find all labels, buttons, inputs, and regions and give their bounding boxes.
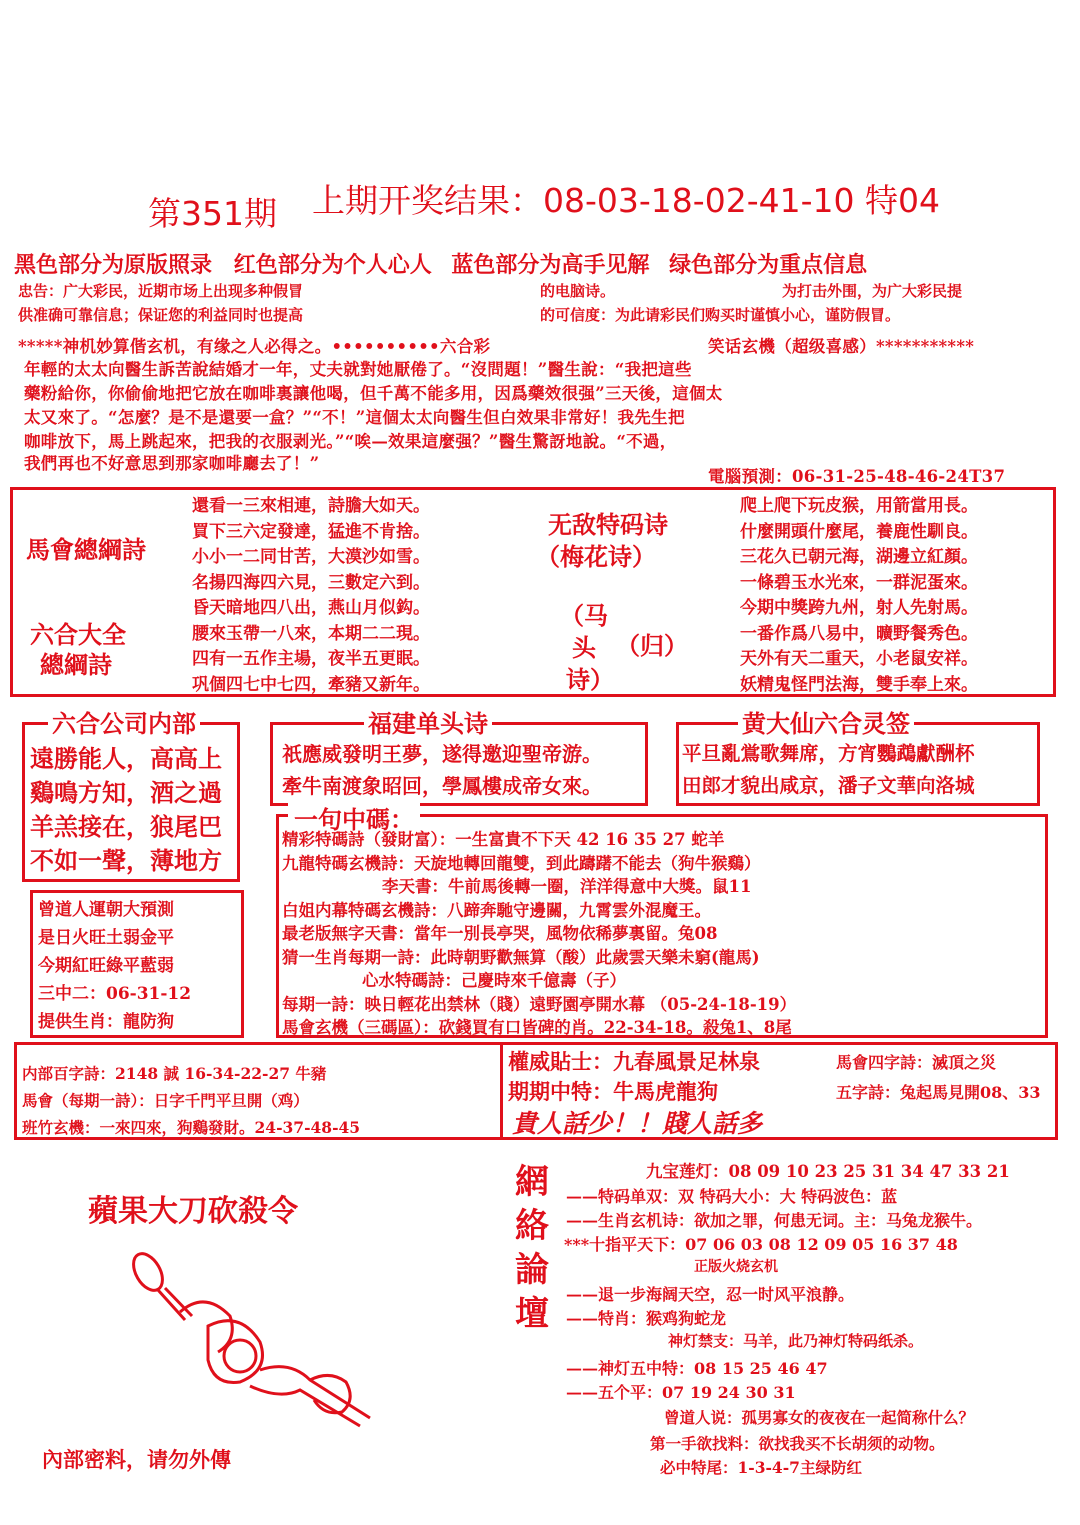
poem-title-1: 馬會總綱詩 [26, 535, 146, 564]
joke-line-5: 我們再也不好意思到那家咖啡廳去了！” [24, 454, 320, 473]
issue-number: 第351期 [148, 194, 277, 233]
bottom-left-line: 馬會（每期一詩）：日字千門平旦開（鸡） [22, 1091, 309, 1110]
apple-footer: 內部密料，请勿外傳 [42, 1447, 231, 1472]
forum-line-4: ***十指平天下：07 06 03 08 12 09 05 16 37 48 [564, 1235, 958, 1254]
notice-line2a: 供准确可靠信息；保证您的利益同时也提高 [18, 306, 304, 324]
legend-red: 红色部分为个人心人 [233, 253, 432, 278]
insider-line: 鷄鳴方知，酒之過 [30, 778, 222, 807]
huang-line: 田郎才貌出咸京，潘子文華向洛城 [682, 774, 975, 797]
huang-lines [682, 738, 975, 802]
mid-note-4: 诗） [566, 665, 614, 694]
joke-line-2: 藥粉給你，你偷偷地把它放在咖啡裏讓他喝，但千萬不能多用，因爲藥效很强”三天後，這個太 [24, 384, 723, 403]
poem-right-line: 爬上爬下玩皮猴，用箭當用長。 [740, 496, 978, 516]
poem-left-line: 腰來玉帶一八來，本期二二現。 [192, 623, 430, 644]
yiju-line: 白姐内幕特碼玄機詩：八蹄奔馳守邊關，九霄雲外混魔王。 [282, 900, 711, 920]
poem-right-line: 一番作爲八易中，曠野餐秀色。 [740, 623, 978, 644]
fujian-lines [282, 738, 602, 802]
mid-note-2: 头 [572, 633, 596, 662]
legend-blue: 蓝色部分为高手见解 [451, 253, 650, 278]
forum-line-1: 九宝莲灯：08 09 10 23 25 31 34 47 33 21 [646, 1162, 1010, 1181]
daoren-title: 曾道人運朝大預測 [38, 900, 174, 920]
huang-line: 平旦亂鴬歌舞席，方宵鸚鵡獻酬杯 [682, 742, 975, 765]
forum-line-11: 曾道人说：孤男寡女的夜夜在一起简称什么？ [664, 1408, 975, 1427]
forum-line-10: ——五个平：07 19 24 30 31 [566, 1383, 796, 1402]
forum-line-13: 必中特尾：1-3-4-7主绿防红 [660, 1458, 862, 1477]
poem-title-2a: 六合大全 [30, 620, 126, 649]
insider-lines [30, 742, 222, 878]
poem-left-line: 巩個四七中七四，牽豬又新年。 [192, 674, 430, 695]
forum-title-char: 絡 [515, 1206, 549, 1246]
yiju-line: 猜一生肖每期一詩：此時朝野歡無算（酸）此歲雲天樂未窮(龍馬) [282, 947, 760, 967]
yiju-line: 心水特碼詩：己慶時來千億壽（子） [362, 971, 626, 990]
yiju-line: 九龍特碼玄機詩：天旋地轉回龍雙，到此躊躇不能去（狗牛猴鷄） [282, 853, 761, 873]
mid-note-3: （归） [616, 631, 688, 660]
fujian-title: 福建单头诗 [364, 704, 492, 739]
mid-title-2: （梅花诗） [536, 542, 656, 571]
forum-title-char: 論 [515, 1250, 549, 1290]
daoren-line: 三中二：06-31-12 [38, 984, 192, 1004]
mid-title-1: 无敌特码诗 [548, 510, 668, 539]
poem-left-line: 買下三六定發達，猛進不肯捨。 [192, 521, 430, 542]
fujian-line: 祇應威發明王夢，遂得邀迎聖帝游。 [282, 742, 602, 766]
yiju-line: 最老版無字天書：當年一別長亭哭，風物依稀夢裏留。兔08 [282, 924, 718, 943]
daoren-content [38, 896, 191, 1036]
forum-vertical-title [510, 1160, 554, 1336]
joke-line-3: 太又來了。“怎麼？是不是還要一盒？”“不！”這個太太向醫生但白效果非常好！我先生把 [24, 408, 685, 427]
four-char-poem: 馬會四字詩：滅頂之災 [836, 1053, 997, 1072]
poem-right-line: 妖精鬼怪門法海，雙手奉上來。 [740, 674, 978, 695]
huang-title: 黄大仙六合灵签 [738, 704, 914, 739]
authority-tip: 權威貼士：九春風景足林泉 [508, 1049, 760, 1074]
forum-line-7: ——特肖：猴鸡狗蛇龙 [566, 1309, 727, 1328]
joke-title: 笑话玄機（超级喜感）*********** [708, 337, 975, 356]
forum-title-char: 網 [515, 1162, 549, 1202]
legend-black: 黑色部分为原版照录 [14, 253, 213, 278]
apple-title: 蘋果大刀砍殺令 [88, 1194, 298, 1229]
fujian-line: 牽牛南渡象昭回，學鳳樓成帝女來。 [282, 774, 602, 798]
poem-right-line: 三花久已朝元海，湖邊立紅顏。 [740, 547, 978, 567]
insider-line: 羊羔接在，狼尾巴 [30, 812, 222, 841]
insider-title: 六合公司内部 [48, 704, 200, 739]
computer-forecast: 電腦預測：06-31-25-48-46-24T37 [708, 467, 1006, 486]
bottom-left-line: 班竹玄機：一來四來，狗鷄發財。24-37-48-45 [22, 1118, 361, 1137]
poem-left-line: 四有一五作主場，夜半五更眠。 [192, 649, 430, 669]
mid-note-1: （马 [560, 601, 608, 630]
poem-right-lines [740, 494, 978, 698]
insider-line: 遠勝能人，高高上 [30, 744, 222, 773]
legend-green: 绿色部分为重点信息 [669, 253, 868, 278]
forum-line-12: 第一手欲找料：欲找我买不长胡须的动物。 [650, 1434, 945, 1453]
yiju-line: 精彩特碼詩（發財富）：一生富貴不下天 42 16 35 27 蛇羊 [282, 830, 725, 849]
notice-line1b: 的电脑诗。 [540, 282, 616, 300]
forum-line-2: ——特码单双：双 特码大小：大 特码波色：蓝 [566, 1187, 898, 1206]
notice-line1a: 忠告：广大彩民，近期市场上出现多种假冒 [18, 282, 304, 300]
forum-line-8: 神灯禁支：马羊，此乃神灯特码纸杀。 [668, 1332, 924, 1350]
notice-line1c: 为打击外围，为广大彩民提 [782, 282, 963, 300]
forum-line-9: ——神灯五中特：08 15 25 46 47 [566, 1359, 828, 1378]
poem-left-line: 還看一三來相連，詩膽大如天。 [192, 496, 430, 516]
poem-right-line: 一條碧玉水光來，一群泥蛋來。 [740, 572, 978, 593]
forum-title-char: 壇 [515, 1294, 549, 1334]
last-draw-result: 上期开奖结果：08-03-18-02-41-10 特04 [312, 181, 940, 220]
joke-line-4: 咖啡放下，馬上跳起來，把我的衣服剥光。”“唉—效果這麼强？”醫生驚訝地說。“不過， [24, 432, 677, 451]
forum-line-3: ——生肖玄机诗：欲加之罪，何患无词。主：马兔龙猴牛。 [566, 1211, 983, 1230]
insider-line: 不如一聲，薄地方 [30, 846, 222, 875]
bottom-left-lines [22, 1060, 360, 1141]
daoren-line: 提供生肖：龍防狗 [38, 1012, 174, 1032]
joke-line-1: 年輕的太太向醫生訴苦說結婚才一年，丈夫就對她厭倦了。“沒問題！”醫生說：“我把這些 [24, 360, 692, 379]
poem-left-line: 名揚四海四六見，三數定六到。 [192, 572, 430, 593]
poem-left-line: 小小一二同甘苦，大漠沙如雪。 [192, 547, 430, 567]
poem-right-line: 什麼開頭什麼尾，養鹿性馴良。 [740, 521, 978, 542]
forum-line-5: 正版火烧玄机 [694, 1259, 778, 1275]
yiju-title: 一句中碼： [288, 800, 420, 835]
daoren-line: 今期紅旺綠平藍弱 [38, 956, 174, 976]
poem-title-2b: 總綱詩 [40, 650, 112, 679]
special-pick: 期期中特：牛馬虎龍狗 [508, 1079, 718, 1104]
daoren-line: 是日火旺土弱金平 [38, 928, 174, 948]
poem-right-line: 今期中獎跨九州，射人先射馬。 [740, 598, 978, 618]
joke-intro: *****神机妙算偕玄机，有缘之人必得之。••••••••••六合彩 [18, 337, 491, 356]
notice-line2b: 的可信度：为此请彩民们购买时谨慎小心，谨防假冒。 [540, 306, 901, 324]
bottom-left-line: 内部百字詩：2148 誠 16-34-22-27 牛豬 [22, 1064, 327, 1083]
forum-line-6: ——退一步海阔天空，忍一时风平浪静。 [566, 1285, 855, 1304]
yiju-line: 每期一詩：映日輕花出禁林（賤）遠野園亭開水幕 （05-24-18-19） [282, 994, 797, 1014]
poem-left-line: 昏天暗地四八出，燕山月似鈎。 [192, 598, 430, 618]
yiju-lines [282, 828, 796, 1040]
legend [14, 248, 867, 279]
yiju-line: 李天書：牛前馬後轉一圈，洋洋得意中大獎。鼠11 [382, 877, 752, 896]
knife-drawing [110, 1250, 410, 1430]
five-char-poem: 五字詩：兔起馬見開08、33 [836, 1083, 1041, 1102]
bottom-divider [500, 1042, 503, 1140]
poem-right-line: 天外有天二重天，小老鼠安祥。 [740, 649, 978, 669]
poem-left-lines [192, 494, 430, 698]
yiju-line: 馬會玄機（三碼區）：砍錢買有口皆碑的肖。22-34-18。殺兔1、8尾 [282, 1018, 792, 1037]
slogan: 貴人話少！！賤人話多 [512, 1109, 763, 1138]
